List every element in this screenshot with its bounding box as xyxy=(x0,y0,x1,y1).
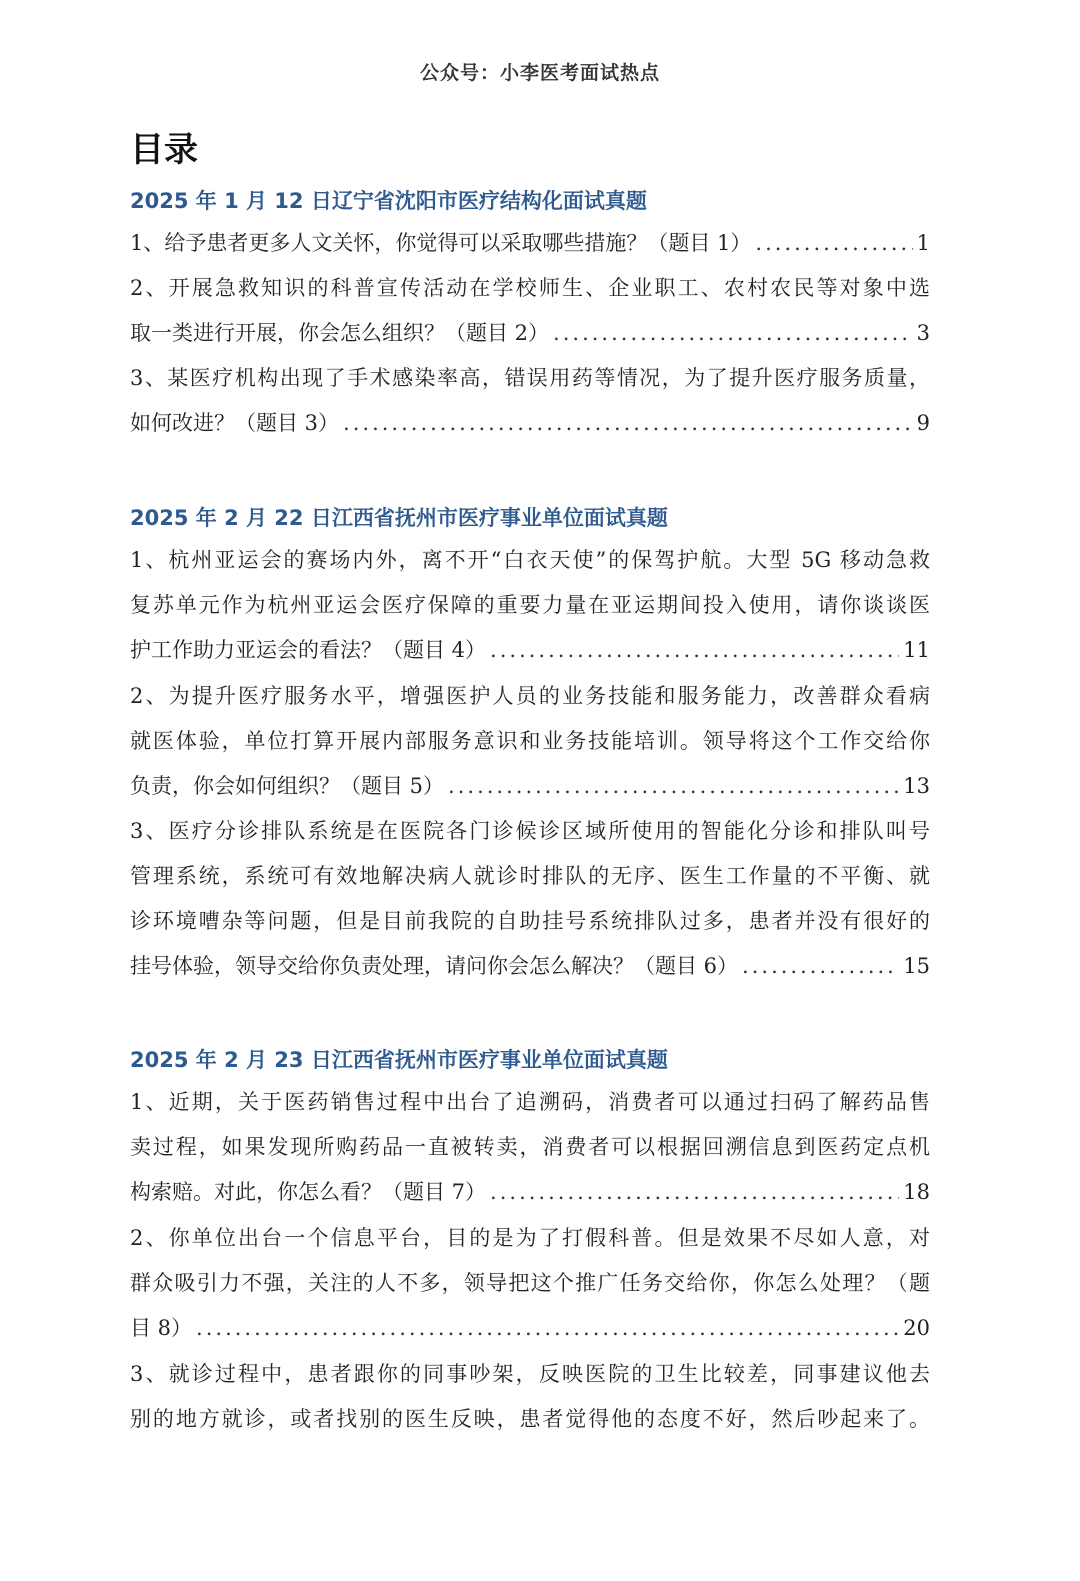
toc-page-number: 13 xyxy=(903,774,930,798)
toc-entry-6-cont-2[interactable]: 诊环境嘈杂等问题，但是目前我院的自助挂号系统排队过多，患者并没有很好的 xyxy=(130,909,930,933)
toc-entry-2[interactable]: 2、开展急救知识的科普宣传活动在学校师生、企业职工、农村农民等对象中选 xyxy=(130,276,930,300)
toc-entry-5[interactable]: 2、为提升医疗服务水平，增强医护人员的业务技能和服务能力，改善群众看病 xyxy=(130,684,930,708)
toc-entry-7[interactable]: 1、近期，关于医药销售过程中出台了追溯码，消费者可以通过扫码了解药品售 xyxy=(130,1090,930,1114)
toc-entry-3[interactable]: 3、某医疗机构出现了手术感染率高，错误用药等情况，为了提升医疗服务质量， xyxy=(130,366,930,390)
toc-page-number: 18 xyxy=(903,1180,930,1204)
toc-entry-6-end[interactable] xyxy=(130,950,930,982)
toc-page-number: 15 xyxy=(903,954,930,978)
toc-page-number: 11 xyxy=(903,638,930,662)
toc-entry-text: 如何改进？（题目 3） xyxy=(130,411,340,435)
toc-entry-text: 负责，你会如何组织？（题目 5） xyxy=(130,774,445,798)
dot-leader xyxy=(553,317,913,349)
section-heading-3[interactable]: 2025 年 2 月 23 日江西省抚州市医疗事业单位面试真题 xyxy=(130,1048,668,1072)
toc-entry-text: 护工作助力亚运会的看法？（题目 4） xyxy=(130,638,487,662)
toc-entry-5-cont[interactable]: 就医体验，单位打算开展内部服务意识和业务技能培训。领导将这个工作交给你 xyxy=(130,729,930,753)
section-heading-1[interactable]: 2025 年 1 月 12 日辽宁省沈阳市医疗结构化面试真题 xyxy=(130,189,647,213)
toc-entry-8-end[interactable] xyxy=(130,1312,930,1344)
dot-leader xyxy=(490,1176,899,1208)
toc-entry-3-cont[interactable] xyxy=(130,407,930,439)
toc-entry-7-cont[interactable]: 卖过程，如果发现所购药品一直被转卖，消费者可以根据回溯信息到医药定点机 xyxy=(130,1135,930,1159)
toc-entry-7-end[interactable] xyxy=(130,1176,930,1208)
toc-entry-8[interactable]: 2、你单位出台一个信息平台，目的是为了打假科普。但是效果不尽如人意，对 xyxy=(130,1226,930,1250)
toc-title: 目录 xyxy=(130,130,198,170)
toc-entry-9-cont[interactable]: 别的地方就诊，或者找别的医生反映，患者觉得他的态度不好，然后吵起来了。 xyxy=(130,1407,930,1431)
toc-entry-text: 取一类进行开展，你会怎么组织？（题目 2） xyxy=(130,321,550,345)
toc-entry-9[interactable]: 3、就诊过程中，患者跟你的同事吵架，反映医院的卫生比较差，同事建议他去 xyxy=(130,1362,930,1386)
toc-entry-text: 构索赔。对此，你怎么看？（题目 7） xyxy=(130,1180,487,1204)
toc-entry-text: 挂号体验，领导交给你负责处理，请问你会怎么解决？（题目 6） xyxy=(130,954,739,978)
dot-leader xyxy=(755,227,912,259)
section-heading-2[interactable]: 2025 年 2 月 22 日江西省抚州市医疗事业单位面试真题 xyxy=(130,506,668,530)
toc-page-number: 9 xyxy=(916,411,930,435)
dot-leader xyxy=(490,634,899,666)
dot-leader xyxy=(742,950,899,982)
toc-page-number: 3 xyxy=(916,321,930,345)
toc-entry-1[interactable] xyxy=(130,227,930,259)
page-header: 公众号：小李医考面试热点 xyxy=(419,62,660,84)
toc-entry-text: 1、给予患者更多人文关怀，你觉得可以采取哪些措施？（题目 1） xyxy=(130,231,752,255)
dot-leader xyxy=(448,770,899,802)
toc-entry-6[interactable]: 3、医疗分诊排队系统是在医院各门诊候诊区域所使用的智能化分诊和排队叫号 xyxy=(130,819,930,843)
toc-page-number: 20 xyxy=(903,1316,930,1340)
toc-entry-4-cont[interactable]: 复苏单元作为杭州亚运会医疗保障的重要力量在亚运期间投入使用，请你谈谈医 xyxy=(130,593,930,617)
toc-entry-text: 目 8） xyxy=(130,1316,193,1340)
dot-leader xyxy=(196,1312,899,1344)
dot-leader xyxy=(343,407,913,439)
toc-entry-2-cont[interactable] xyxy=(130,317,930,349)
toc-entry-5-end[interactable] xyxy=(130,770,930,802)
toc-entry-6-cont-1[interactable]: 管理系统，系统可有效地解决病人就诊时排队的无序、医生工作量的不平衡、就 xyxy=(130,864,930,888)
toc-entry-4[interactable]: 1、杭州亚运会的赛场内外，离不开“白衣天使”的保驾护航。大型 5G 移动急救 xyxy=(130,548,930,572)
toc-entry-4-end[interactable] xyxy=(130,634,930,666)
toc-page-number: 1 xyxy=(916,231,930,255)
toc-entry-8-cont[interactable]: 群众吸引力不强，关注的人不多，领导把这个推广任务交给你，你怎么处理？（题 xyxy=(130,1271,930,1295)
